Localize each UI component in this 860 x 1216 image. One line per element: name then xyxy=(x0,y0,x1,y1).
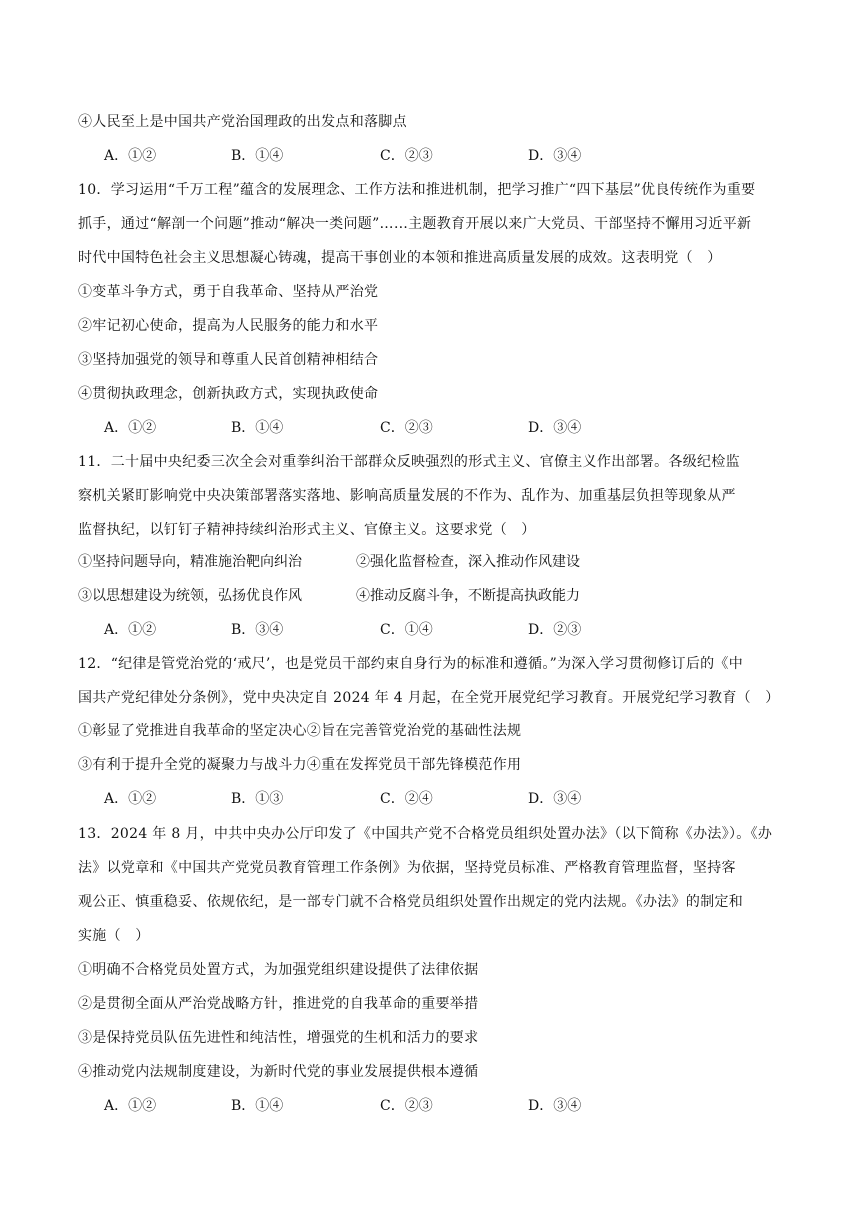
q10-option-d: D．③④ xyxy=(528,420,582,436)
q13-stem-line-2: 法》以党章和《中国共产党党员教育管理工作条例》为依据，坚持党员标准、严格教育管理监督，坚持客 xyxy=(78,860,736,876)
q11-statement-2: ②强化监督检查，深入推动作风建设 xyxy=(356,554,580,570)
q12-stem-line-1: 12．“纪律是管党治党的‘戒尺’，也是党员干部约束自身行为的标准和遵循。”为深入学习贯彻修订后的《中 xyxy=(78,656,744,672)
q10-option-b: B．①④ xyxy=(231,420,284,436)
q11-option-b: B．③④ xyxy=(231,622,284,638)
q9-option-d: D．③④ xyxy=(528,148,582,164)
q11-option-c: C．①④ xyxy=(380,622,433,638)
q11-statement-1: ①坚持问题导向，精准施治靶向纠治 xyxy=(78,554,302,570)
q10-option-c: C．②③ xyxy=(380,420,433,436)
q13-statement-3: ③是保持党员队伍先进性和纯洁性，增强党的生机和活力的要求 xyxy=(78,1030,479,1046)
q12-statements-row-2: ③有利于提升全党的凝聚力与战斗力④重在发挥党员干部先锋模范作用 xyxy=(78,757,522,773)
q11-statements-row-1 xyxy=(78,552,580,572)
q12-option-a: A．①② xyxy=(104,791,157,807)
q13-option-a: A．①② xyxy=(104,1098,157,1114)
q13-stem-line-3: 观公正、慎重稳妥、依规依纪，是一部专门就不合格党员组织处置作出规定的党内法规。《办法》的制定和 xyxy=(78,894,744,910)
q9-statement-4: ④人民至上是中国共产党治国理政的出发点和落脚点 xyxy=(78,114,407,130)
q11-statements-row-2 xyxy=(78,586,580,606)
q11-stem-line-1: 11．二十届中央纪委三次全会对重拳纠治干部群众反映强烈的形式主义、官僚主义作出部署。各级纪检监 xyxy=(78,454,740,470)
q12-statements-row-1: ①彰显了党推进自我革命的坚定决心②旨在完善管党治党的基础性法规 xyxy=(78,723,522,739)
q13-statement-4: ④推动党内法规制度建设，为新时代党的事业发展提供根本遵循 xyxy=(78,1064,479,1080)
q10-stem-line-1: 10．学习运用“千万工程”蕴含的发展理念、工作方法和推进机制，把学习推广“四下基层”优良传统作为重要 xyxy=(78,182,756,198)
q13-stem-line-1: 13．2024 年 8 月，中共中央办公厅印发了《中国共产党不合格党员组织处置办法》（以下简称《办法》）。《办 xyxy=(78,826,773,842)
q11-stem-line-3: 监督执纪，以钉钉子精神持续纠治形式主义、官僚主义。这要求党（ ） xyxy=(78,522,536,538)
q10-stem-line-3: 时代中国特色社会主义思想凝心铸魂，提高干事创业的本领和推进高质量发展的成效。这表明党（ ） xyxy=(78,250,722,266)
q12-option-c: C．②④ xyxy=(380,791,433,807)
q11-statement-4: ④推动反腐斗争，不断提高执政能力 xyxy=(356,588,580,604)
q13-option-c: C．②③ xyxy=(380,1098,433,1114)
q10-stem-line-2: 抓手，通过“解剖一个问题”推动“解决一类问题”……主题教育开展以来广大党员、干部坚持不懈用习近平新 xyxy=(78,216,752,232)
q13-option-d: D．③④ xyxy=(528,1098,582,1114)
q9-option-c: C．②③ xyxy=(380,148,433,164)
q13-statement-1: ①明确不合格党员处置方式，为加强党组织建设提供了法律依据 xyxy=(78,962,479,978)
q13-stem-line-4: 实施（ ） xyxy=(78,928,150,944)
q11-stem-line-2: 察机关紧盯影响党中央决策部署落实落地、影响高质量发展的不作为、乱作为、加重基层负担等现象从严 xyxy=(78,488,736,504)
q13-option-b: B．①④ xyxy=(231,1098,284,1114)
q10-statement-2: ②牢记初心使命，提高为人民服务的能力和水平 xyxy=(78,318,379,334)
q11-option-d: D．②③ xyxy=(528,622,582,638)
q9-option-a: A．①② xyxy=(104,148,157,164)
q9-option-b: B．①④ xyxy=(231,148,284,164)
q11-statement-3: ③以思想建设为统领，弘扬优良作风 xyxy=(78,588,302,604)
q10-option-a: A．①② xyxy=(104,420,157,436)
q11-option-a: A．①② xyxy=(104,622,157,638)
q10-statement-3: ③坚持加强党的领导和尊重人民首创精神相结合 xyxy=(78,352,379,368)
q10-statement-1: ①变革斗争方式，勇于自我革命、坚持从严治党 xyxy=(78,284,379,300)
q10-statement-4: ④贯彻执政理念，创新执政方式，实现执政使命 xyxy=(78,386,379,402)
q13-statement-2: ②是贯彻全面从严治党战略方针，推进党的自我革命的重要举措 xyxy=(78,996,479,1012)
q12-option-b: B．①③ xyxy=(231,791,284,807)
q12-stem-line-2: 国共产党纪律处分条例》，党中央决定自 2024 年 4 月起，在全党开展党纪学习教育。开展党纪学习教育（ ） xyxy=(78,690,780,706)
q12-option-d: D．③④ xyxy=(528,791,582,807)
